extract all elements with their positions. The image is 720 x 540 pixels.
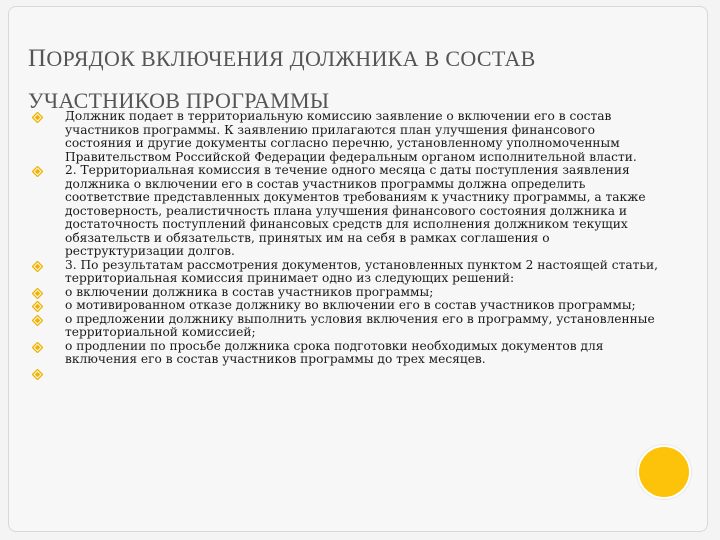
list-item bbox=[30, 313, 660, 340]
list-item bbox=[30, 367, 660, 381]
list-item-text: о предложении должнику выполнить условия включения его в программу, установленные территориальной комиссией; bbox=[65, 311, 655, 339]
title-line-1 bbox=[28, 38, 668, 80]
diamond-bullet-icon bbox=[32, 112, 43, 123]
list-item-text: о продлении по просьбе должника срока подготовки необходимых документов для включения его в состав участников программы до трех месяцев. bbox=[65, 338, 604, 366]
title-line-2: УЧАСТНИКОВ ПРОГРАММЫ bbox=[28, 88, 330, 113]
decorative-circle bbox=[639, 447, 689, 497]
diamond-bullet-icon bbox=[32, 261, 43, 272]
list-item bbox=[30, 286, 660, 300]
list-item-text: о включении должника в состав участников программы; bbox=[65, 284, 434, 299]
title-initial: П bbox=[28, 45, 47, 72]
diamond-bullet-icon bbox=[32, 166, 43, 177]
list-item bbox=[30, 299, 660, 313]
diamond-bullet-icon bbox=[32, 301, 43, 312]
list-item bbox=[30, 259, 660, 286]
diamond-bullet-icon bbox=[32, 315, 43, 326]
diamond-bullet-icon bbox=[32, 288, 43, 299]
diamond-bullet-icon bbox=[32, 342, 43, 353]
list-item-text: о мотивированном отказе должнику во включении его в состав участников программы; bbox=[65, 298, 636, 312]
list-item bbox=[30, 164, 660, 259]
title-line-1-text: ОРЯДОК ВКЛЮЧЕНИЯ ДОЛЖНИКА В СОСТАВ bbox=[46, 46, 536, 71]
list-item-text: 3. По результатам рассмотрения документов, установленных пунктом 2 настоящей статьи, территориальная комиссия принимает одно из следующих решений: bbox=[65, 257, 658, 285]
diamond-bullet-icon bbox=[32, 369, 43, 380]
list-item-text bbox=[65, 367, 660, 381]
list-item bbox=[30, 110, 660, 164]
bullet-list bbox=[30, 110, 660, 380]
list-item bbox=[30, 340, 660, 367]
list-item-text: 2. Территориальная комиссия в течение одного месяца с даты поступления заявления должника о включении его в состав участников программы должна определить соответствие представленных документов требованиям к участнику программы, а также достоверность, реалистичность плана улучшения финансового состояния должника и достаточность поступлений финансовых средств для исполнения должником текущих обязательств и обязательств, принятых им на себя в рамках соглашения о реструктуризации долгов. bbox=[65, 163, 646, 258]
list-item-text: Должник подает в территориальную комиссию заявление о включении его в состав участников программы. К заявлению прилагаются план улучшения финансового состояния и другие документы согласно перечню, установленному уполномоченным Правительством Российской Федерации федеральным органом исполнительной власти. bbox=[65, 109, 637, 164]
